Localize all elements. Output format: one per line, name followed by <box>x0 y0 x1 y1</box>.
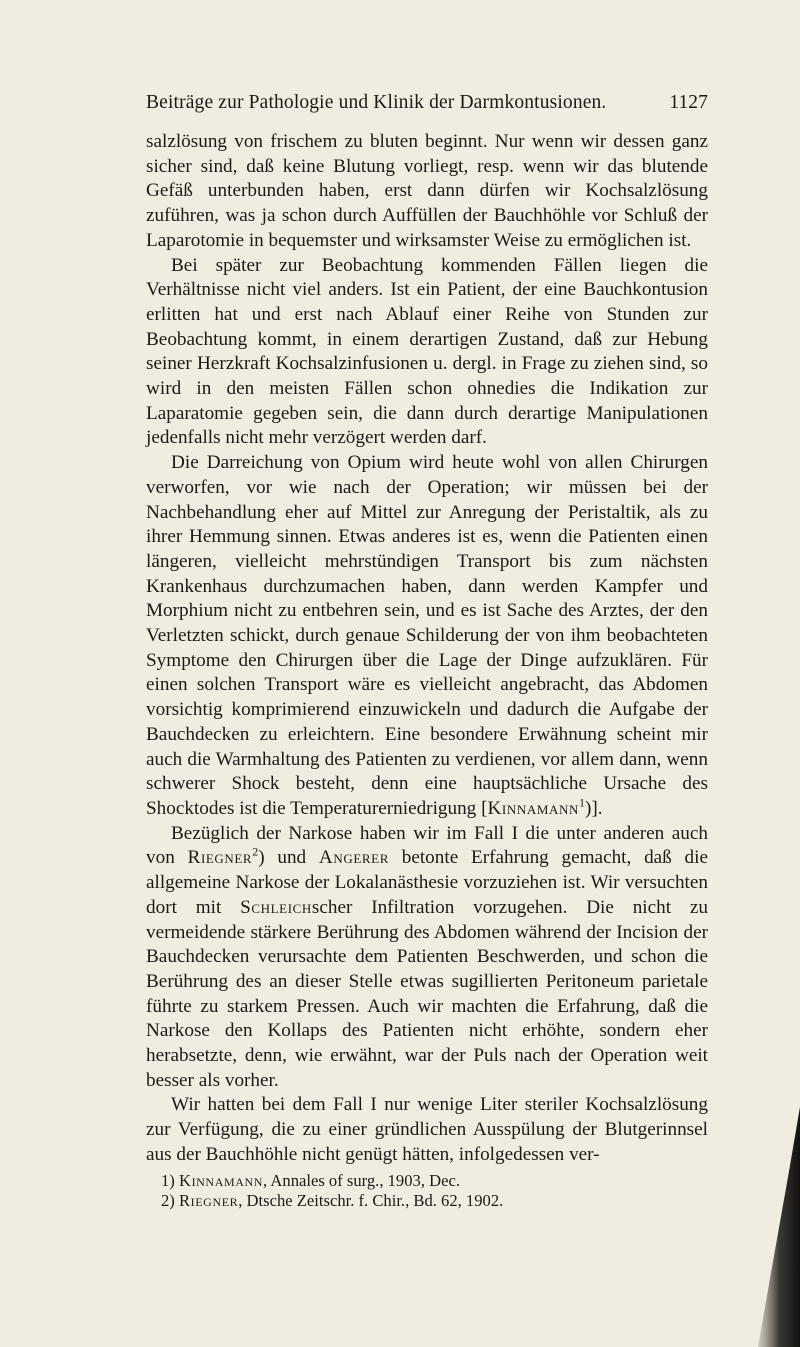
paragraph-3-text: Die Darreichung von Opium wird heute wohl von allen Chirurgen verworfen, vor wie nach der Operation; wir müssen bei der Nachbehandlung eher auf Mittel zur Anregung der Peristaltik, als zu ihrer Hemmung sinnen. Etwas anderes ist es, wenn die Patienten einen längeren, vielleicht mehrstündigen Transport bis zum nächsten Krankenhaus durchzumachen haben, dann werden Kampfer und Morphium nicht zu entbehren sein, und es ist Sache des Arztes, der den Verletzten schickt, durch genaue Schilderung der von ihm beobachteten Symptome den Chirurgen über die Lage der Dinge aufzuklären. Für einen solchen Transport wäre es vielleicht angebracht, das Abdomen vorsichtig komprimierend einzuwickeln und dadurch die Aufgabe der Bauchdecken zu erleichtern. Eine besondere Erwähnung scheint mir auch die Warmhaltung des Patienten zu verdienen, vor allem dann, wenn schwerer Shock besteht, denn eine hauptsächliche Ursache des Shocktodes ist die Temperaturerniedrigung [ <box>146 452 708 819</box>
paragraph-4-text-d: scher Infiltration vorzugehen. Die nicht zu vermeidende stärkere Berührung des Abdomen während der Incision der Bauchdecken verursachte dem Patienten Beschwerden, und schon die Berührung des an dieser Stelle etwas sugillierten Peritoneum parietale führte zu starkem Pressen. Auch wir machten die Erfahrung, daß die Narkose den Kollaps des Patienten nicht erhöhte, sondern eher herabsetzte, denn, wie erwähnt, war der Puls nach der Operation weit besser als vorher. <box>146 896 708 1091</box>
paragraph-2: Bei später zur Beobachtung kommenden Fällen liegen die Verhältnisse nicht viel anders. Ist ein Patient, der eine Bauchkontusion erlitten hat und erst nach Ablauf einer Reihe von Stunden zur Beobachtung kommt, in einem derartigen Zustand, daß zur Hebung seiner Herzkraft Kochsalzinfusionen u. dergl. in Frage zu ziehen sind, so wird in den meisten Fällen schon ohnedies die Indikation zur Laparatomie gegeben sein, die dann durch derartige Manipulationen jedenfalls nicht mehr verzögert werden darf. <box>146 254 708 449</box>
footnote-2-mark: 2) <box>161 1191 175 1211</box>
footnote-2-text: , Dtsche Zeitschr. f. Chir., Bd. 62, 1902. <box>238 1191 504 1211</box>
author-angerer: Angerer <box>318 847 389 869</box>
paragraph-1: salzlösung von frischem zu bluten beginnt. Nur wenn wir dessen ganz sicher sind, daß keine Blutung vorliegt, resp. wenn wir das blutende Gefäß unterbunden haben, erst dann dürfen wir Kochsalzlösung zuführen, was ja schon durch Auffüllen der Bauchhöhle vor Schluß der Laparotomie in bequemster und wirksamster Weise zu ermöglichen ist. <box>146 131 708 251</box>
body-text <box>146 130 708 1168</box>
footnote-ref-1: 1 <box>578 795 585 810</box>
footnote-2 <box>161 1191 708 1212</box>
paragraph-4-text-b: ) und <box>258 847 319 869</box>
running-head <box>146 92 708 114</box>
footnotes <box>146 1171 708 1212</box>
paragraph-4-text-c: betonte Erfahrung gemacht, daß die allgemeine Narkose der Lokalanästhesie vorzuziehen ist. Wir versuchten dort mit <box>146 847 708 918</box>
running-title: Beiträge zur Pathologie und Klinik der Darmkontusionen. <box>146 92 607 113</box>
footnote-1-mark: 1) <box>161 1170 175 1190</box>
footnote-2-author: Riegner <box>178 1191 239 1211</box>
paragraph-3-end: )]. <box>584 797 603 819</box>
author-riegner: Riegner <box>187 847 253 869</box>
footnote-1 <box>161 1171 708 1192</box>
page-number: 1127 <box>669 92 708 113</box>
footnote-1-text: , Annales of surg., 1903, Dec. <box>263 1170 460 1190</box>
paragraph-5: Wir hatten bei dem Fall I nur wenige Liter steriler Kochsalzlösung zur Verfügung, die zu einer gründlichen Ausspülung der Blutgerinnsel aus der Bauchhöhle nicht genügt hätten, infolgedessen ver- <box>146 1094 708 1165</box>
footnote-1-author: Kinnamann <box>178 1170 264 1190</box>
paragraph-3 <box>146 451 708 822</box>
paragraph-4 <box>146 822 708 1094</box>
paragraph-4-text-a: Bezüglich der Narkose haben wir im Fall I die unter anderen auch von <box>146 822 708 869</box>
page-corner-shadow <box>730 1107 800 1347</box>
author-schleich: Schleich <box>240 896 312 918</box>
author-kinnamann: Kinnamann <box>487 797 579 819</box>
footnote-ref-2: 2 <box>252 845 259 859</box>
book-page <box>146 92 708 1212</box>
